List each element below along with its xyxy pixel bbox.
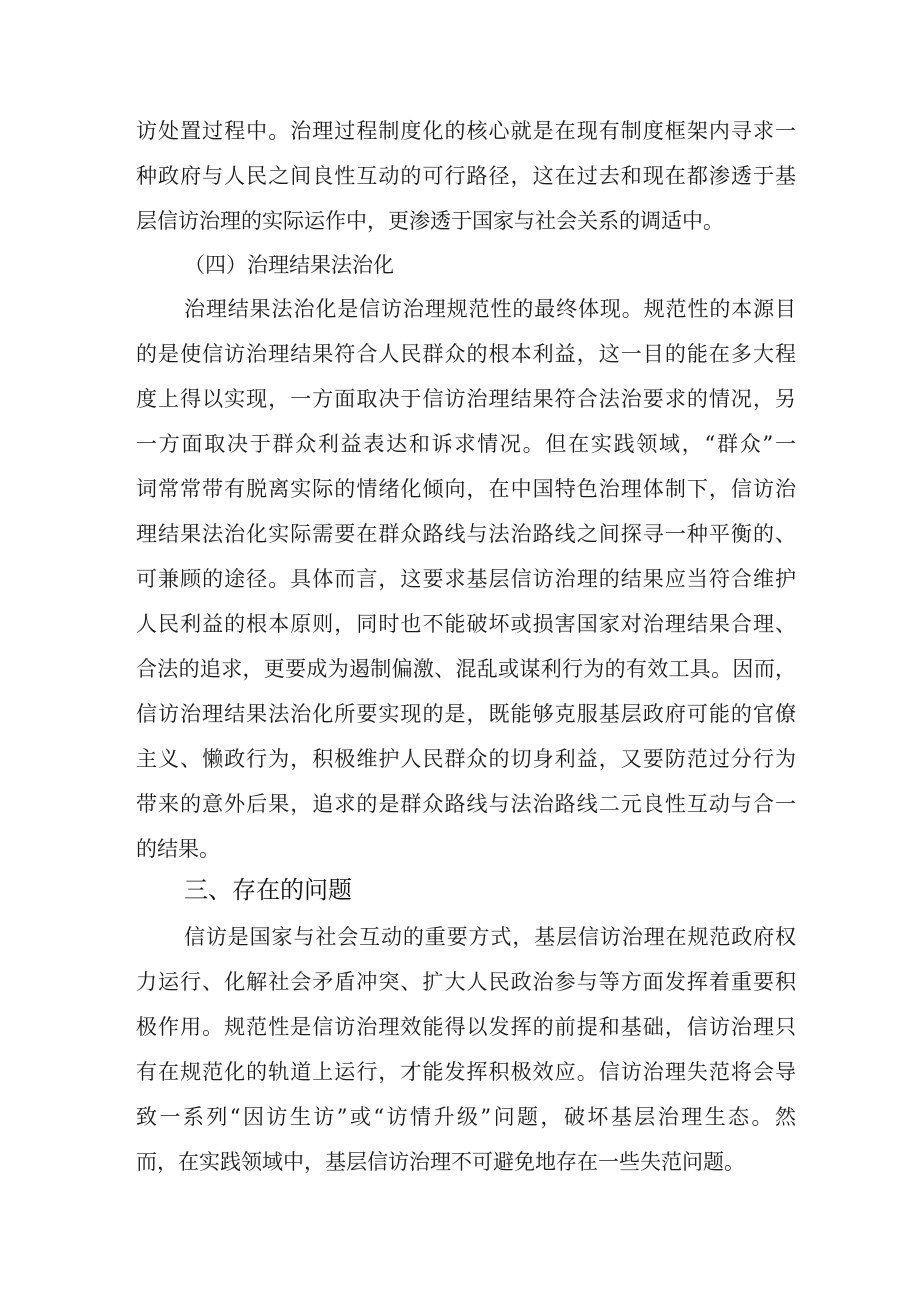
paragraph-line: 有在规范化的轨道上运行，才能发挥积极效应。信访治理失范将会导 [136, 1060, 796, 1084]
paragraph-line: 致一系列“因访生访”或“访情升级”问题，破坏基层治理生态。然 [136, 1105, 796, 1129]
paragraph-line: 层信访治理的实际运作中，更渗透于国家与社会关系的调适中。 [136, 209, 724, 233]
paragraph-line: 力运行、化解社会矛盾冲突、扩大人民政治参与等方面发挥着重要积 [136, 970, 796, 994]
paragraph-line: 人民利益的根本原则，同时也不能破坏或损害国家对治理结果合理、 [136, 612, 796, 636]
paragraph-line: 而，在实践领域中，基层信访治理不可避免地存在一些失范问题。 [136, 1150, 745, 1174]
paragraph-line: 信访治理结果法治化所要实现的是，既能够克服基层政府可能的官僚 [136, 702, 796, 726]
subheading-four: （四）治理结果法治化 [184, 253, 394, 277]
paragraph-line: 度上得以实现，一方面取决于信访治理结果符合法治要求的情况，另 [136, 387, 796, 411]
section-heading: 三、存在的问题 [184, 876, 352, 904]
paragraph-line: 的是使信访治理结果符合人民群众的根本利益，这一目的能在多大程 [136, 342, 796, 366]
paragraph-line: 一方面取决于群众利益表达和诉求情况。但在实践领域，“群众”一 [136, 432, 796, 456]
paragraph-line: 词常常带有脱离实际的情绪化倾向，在中国特色治理体制下，信访治 [136, 477, 796, 501]
paragraph-line: 访处置过程中。治理过程制度化的核心就是在现有制度框架内寻求一 [136, 119, 796, 143]
paragraph-line: 的结果。 [136, 837, 220, 861]
paragraph-line: 极作用。规范性是信访治理效能得以发挥的前提和基础，信访治理只 [136, 1015, 796, 1039]
paragraph-line: 合法的追求，更要成为遏制偏激、混乱或谋利行为的有效工具。因而， [136, 657, 796, 681]
paragraph-line: 理结果法治化实际需要在群众路线与法治路线之间探寻一种平衡的、 [136, 522, 796, 546]
paragraph-line: 带来的意外后果，追求的是群众路线与法治路线二元良性互动与合一 [136, 792, 796, 816]
paragraph-line: 种政府与人民之间良性互动的可行路径，这在过去和现在都渗透于基 [136, 164, 796, 188]
paragraph-line: 治理结果法治化是信访治理规范性的最终体现。规范性的本源目 [184, 297, 796, 321]
paragraph-line: 可兼顾的途径。具体而言，这要求基层信访治理的结果应当符合维护 [136, 567, 796, 591]
paragraph-line: 信访是国家与社会互动的重要方式，基层信访治理在规范政府权 [184, 925, 796, 949]
paragraph-line: 主义、懒政行为，积极维护人民群众的切身利益，又要防范过分行为 [136, 747, 796, 771]
